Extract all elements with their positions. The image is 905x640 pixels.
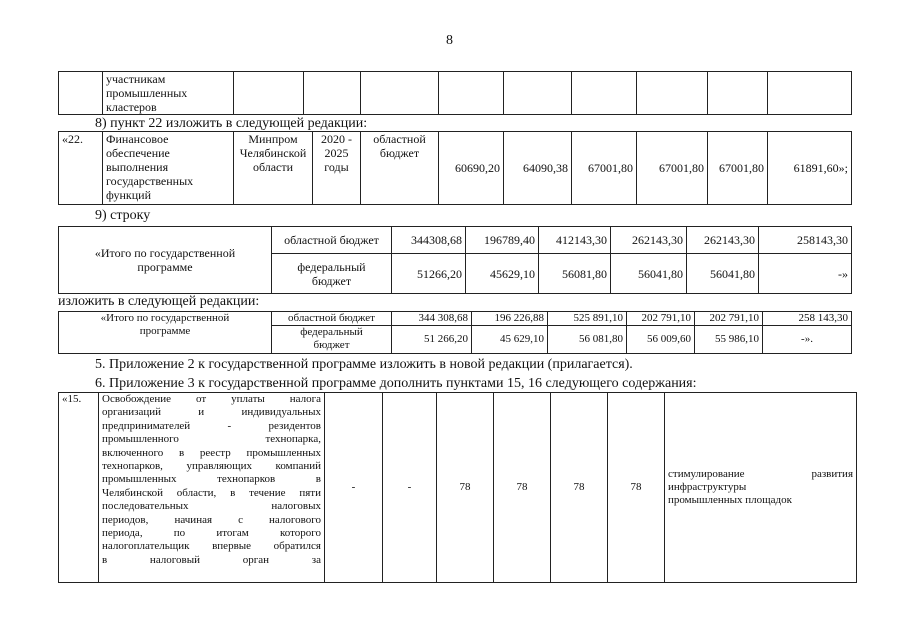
row-goal: стимулирование развития инфраструктуры промышленных площадок xyxy=(665,393,857,583)
value-cell: 258143,30 xyxy=(759,227,852,254)
item-5: 5. Приложение 2 к государственной программе изложить в новой редакции (прилагается). xyxy=(95,357,633,372)
value-cell: -». xyxy=(763,326,852,354)
row-name: Финансовое обеспечение выполнения государственных функций xyxy=(103,132,234,205)
value-cell: 45629,10 xyxy=(466,254,539,294)
value-cell: 78 xyxy=(551,393,608,583)
value-cell: 202 791,10 xyxy=(627,312,695,326)
replace-line: изложить в следующей редакции: xyxy=(58,294,260,309)
value-cell: 78 xyxy=(494,393,551,583)
source-label: областной бюджет xyxy=(272,312,392,326)
table-continuation xyxy=(58,71,852,115)
value-cell: 258 143,30 xyxy=(763,312,852,326)
table-totals-old xyxy=(58,226,852,294)
value-cell: 55 986,10 xyxy=(695,326,763,354)
page-number: 8 xyxy=(446,33,453,48)
cell-empty xyxy=(59,72,103,115)
value-cell: 56041,80 xyxy=(687,254,759,294)
value-cell: 56041,80 xyxy=(611,254,687,294)
continuation-text: участникам промышленных кластеров xyxy=(103,72,234,115)
value-cell: 56 009,60 xyxy=(627,326,695,354)
value-cell: 64090,38 xyxy=(504,132,572,205)
table-totals-new xyxy=(58,311,852,354)
row-executor: Минпром Челябинской области xyxy=(234,132,313,205)
value-cell: 67001,80 xyxy=(572,132,637,205)
table-item-22 xyxy=(58,131,852,205)
source-label: федеральный бюджет xyxy=(272,326,392,354)
value-cell: 262143,30 xyxy=(687,227,759,254)
value-cell: 51266,20 xyxy=(392,254,466,294)
value-cell: 344308,68 xyxy=(392,227,466,254)
row-period: 2020 - 2025 годы xyxy=(313,132,361,205)
value-cell: 525 891,10 xyxy=(548,312,627,326)
item-9: 9) строку xyxy=(95,208,151,223)
value-cell: 78 xyxy=(608,393,665,583)
row-source: областной бюджет xyxy=(361,132,439,205)
totals-label: «Итого по государственной программе xyxy=(59,227,272,294)
value-cell: 60690,20 xyxy=(439,132,504,205)
value-cell: 196 226,88 xyxy=(472,312,548,326)
totals-label: «Итого по государственной программе xyxy=(59,312,272,354)
value-cell: 262143,30 xyxy=(611,227,687,254)
table-appendix-3-item-15 xyxy=(58,392,857,583)
value-cell: 61891,60»; xyxy=(768,132,852,205)
value-cell: 202 791,10 xyxy=(695,312,763,326)
value-cell: 67001,80 xyxy=(708,132,768,205)
source-label: федеральный бюджет xyxy=(272,254,392,294)
item-6: 6. Приложение 3 к государственной программе дополнить пунктами 15, 16 следующего содержания: xyxy=(95,376,697,391)
row-description: Освобождение от уплаты налога организаций и индивидуальных предпринимателей - резидентов промышленного технопарка, включенного в реестр промышленных технопарков, управляющих компаний промышленных технопарков в Челябинской области, в течение пяти последовательных налоговых периодов, начиная с налогового периода, по итогам которого налогоплательщик впервые обратился в налоговый орган за xyxy=(99,393,325,583)
value-cell: 67001,80 xyxy=(637,132,708,205)
value-cell: 196789,40 xyxy=(466,227,539,254)
value-cell: -» xyxy=(759,254,852,294)
value-cell: 78 xyxy=(437,393,494,583)
value-cell: 344 308,68 xyxy=(392,312,472,326)
value-cell: 51 266,20 xyxy=(392,326,472,354)
item-8: 8) пункт 22 изложить в следующей редакции: xyxy=(95,116,368,131)
value-cell: - xyxy=(325,393,383,583)
value-cell: 56 081,80 xyxy=(548,326,627,354)
value-cell: - xyxy=(383,393,437,583)
value-cell: 412143,30 xyxy=(539,227,611,254)
row-number: «22. xyxy=(59,132,103,205)
value-cell: 56081,80 xyxy=(539,254,611,294)
row-number: «15. xyxy=(59,393,99,583)
source-label: областной бюджет xyxy=(272,227,392,254)
value-cell: 45 629,10 xyxy=(472,326,548,354)
